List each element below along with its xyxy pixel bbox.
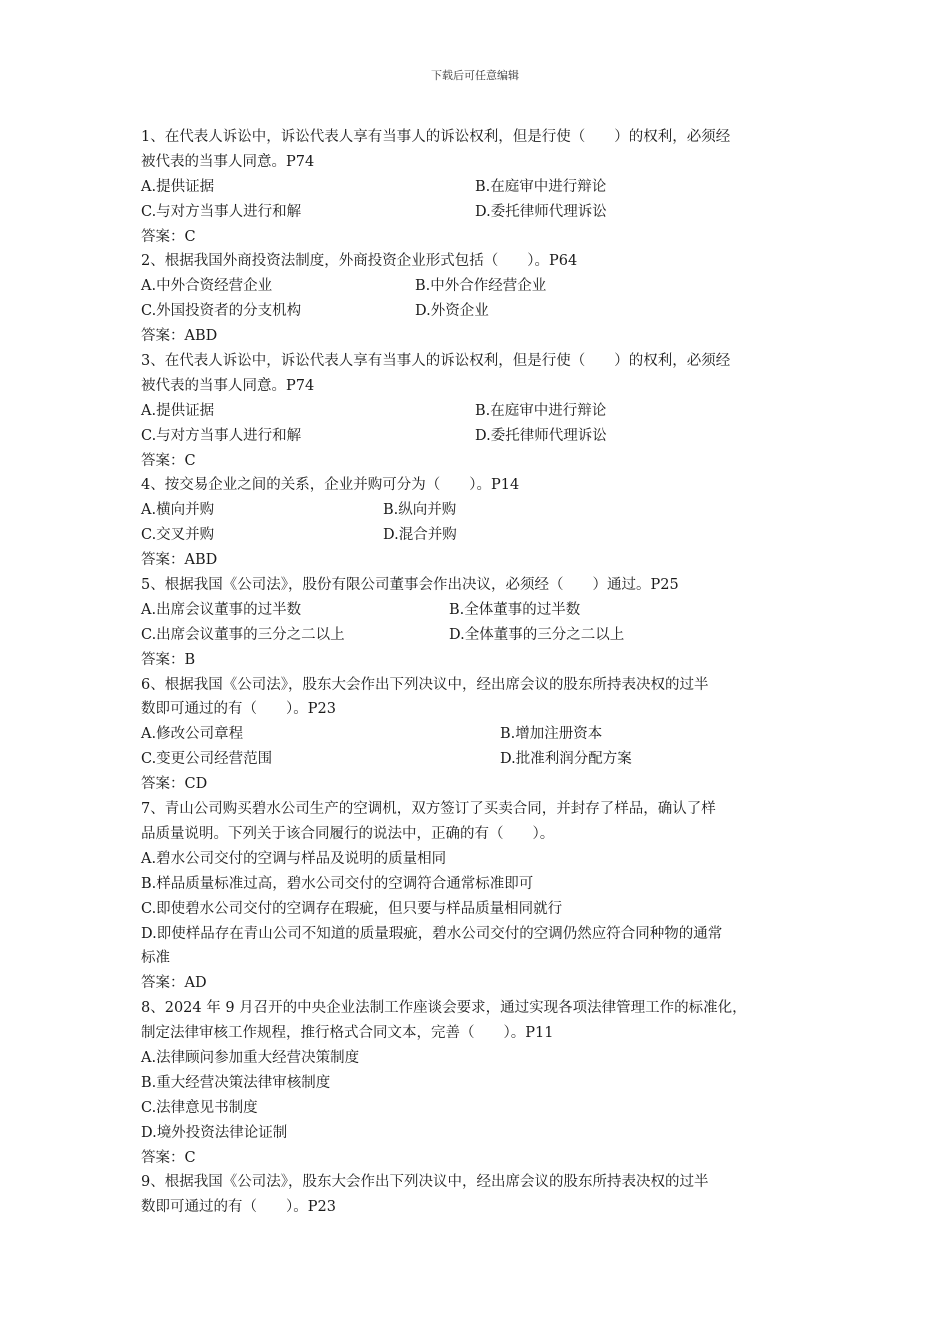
option-d: D.外资企业 bbox=[415, 303, 489, 320]
question-stem-line: 8、2024 年 9 月召开的中央企业法制工作座谈会要求，通过实现各项法律管理工作的标准化， bbox=[141, 1000, 747, 1017]
option-d: D.批准利润分配方案 bbox=[500, 751, 632, 768]
question-8 bbox=[141, 996, 821, 1170]
option-d: D.混合并购 bbox=[383, 527, 457, 544]
question-stem-line: 5、根据我国《公司法》，股份有限公司董事会作出决议，必须经（ ）通过。P25 bbox=[141, 577, 679, 594]
option-a: A.出席会议董事的过半数 bbox=[141, 601, 302, 618]
question-stem-line: 数即可通过的有（ ）。P23 bbox=[141, 701, 336, 718]
option-a: A.横向并购 bbox=[141, 502, 215, 519]
option-b: B.纵向并购 bbox=[383, 502, 457, 519]
answer: 答案：ABD bbox=[141, 552, 218, 569]
option-b: B.在庭审中进行辩论 bbox=[475, 402, 607, 419]
question-3 bbox=[141, 349, 821, 473]
option-c: C.法律意见书制度 bbox=[141, 1099, 258, 1116]
page-header: 下载后可任意编辑 bbox=[431, 69, 519, 82]
question-6 bbox=[141, 673, 821, 797]
option-a: A.修改公司章程 bbox=[141, 726, 244, 743]
option-b: B.全体董事的过半数 bbox=[449, 601, 581, 618]
option-c: C.与对方当事人进行和解 bbox=[141, 203, 302, 220]
question-5 bbox=[141, 573, 821, 673]
option-a: A.碧水公司交付的空调与样品及说明的质量相同 bbox=[141, 850, 447, 867]
option-d: D.境外投资法律论证制 bbox=[141, 1124, 288, 1141]
option-b: B.增加注册资本 bbox=[500, 726, 603, 743]
option-d: D.全体董事的三分之二以上 bbox=[449, 626, 625, 643]
answer: 答案：CD bbox=[141, 776, 208, 793]
question-stem-line: 数即可通过的有（ ）。P23 bbox=[141, 1199, 336, 1216]
answer: 答案：ABD bbox=[141, 328, 218, 345]
option-b: B.样品质量标准过高，碧水公司交付的空调符合通常标准即可 bbox=[141, 875, 534, 892]
answer: 答案：C bbox=[141, 228, 196, 245]
question-2 bbox=[141, 249, 821, 349]
option-d: D.委托律师代理诉讼 bbox=[475, 203, 607, 220]
question-stem-line: 制定法律审核工作规程，推行格式合同文本，完善（ ）。P11 bbox=[141, 1025, 554, 1042]
option-b: B.在庭审中进行辩论 bbox=[475, 178, 607, 195]
option-c: C.与对方当事人进行和解 bbox=[141, 427, 302, 444]
option-b: B.重大经营决策法律审核制度 bbox=[141, 1074, 331, 1091]
option-a: A.提供证据 bbox=[141, 178, 215, 195]
option-d: D.委托律师代理诉讼 bbox=[475, 427, 607, 444]
question-stem-line: 7、青山公司购买碧水公司生产的空调机，双方签订了买卖合同，并封存了样品，确认了样 bbox=[141, 801, 716, 818]
question-stem-line: 9、根据我国《公司法》，股东大会作出下列决议中，经出席会议的股东所持表决权的过半 bbox=[141, 1174, 709, 1191]
option-c: C.交叉并购 bbox=[141, 527, 215, 544]
answer: 答案：B bbox=[141, 651, 196, 668]
option-a: A.提供证据 bbox=[141, 402, 215, 419]
question-stem-line: 被代表的当事人同意。P74 bbox=[141, 153, 315, 170]
question-9 bbox=[141, 1170, 821, 1220]
question-stem-line: 2、根据我国外商投资法制度，外商投资企业形式包括（ ）。P64 bbox=[141, 253, 578, 270]
option-c: C.出席会议董事的三分之二以上 bbox=[141, 626, 345, 643]
answer: 答案：C bbox=[141, 452, 196, 469]
option-b: B.中外合作经营企业 bbox=[415, 278, 547, 295]
option-d: D.即使样品存在青山公司不知道的质量瑕疵，碧水公司交付的空调仍然应符合同种物的通常 bbox=[141, 925, 723, 942]
question-4 bbox=[141, 473, 821, 573]
answer: 答案：AD bbox=[141, 975, 207, 992]
option-c: C.变更公司经营范围 bbox=[141, 751, 273, 768]
question-stem-line: 6、根据我国《公司法》，股东大会作出下列决议中，经出席会议的股东所持表决权的过半 bbox=[141, 676, 709, 693]
question-1 bbox=[141, 125, 821, 249]
question-list bbox=[141, 125, 821, 1220]
answer: 答案：C bbox=[141, 1149, 196, 1166]
question-stem-line: 被代表的当事人同意。P74 bbox=[141, 377, 315, 394]
option-a: A.法律顾问参加重大经营决策制度 bbox=[141, 1049, 360, 1066]
option-a: A.中外合资经营企业 bbox=[141, 278, 273, 295]
question-stem-line: 4、按交易企业之间的关系，企业并购可分为（ ）。P14 bbox=[141, 477, 520, 494]
question-stem-line: 1、在代表人诉讼中，诉讼代表人享有当事人的诉讼权利，但是行使（ ）的权利，必须经 bbox=[141, 129, 731, 145]
question-stem-line: 品质量说明。下列关于该合同履行的说法中，正确的有（ ）。 bbox=[141, 825, 555, 842]
option-c: C.外国投资者的分支机构 bbox=[141, 303, 302, 320]
question-7 bbox=[141, 797, 821, 996]
option-c: C.即使碧水公司交付的空调存在瑕疵，但只要与样品质量相同就行 bbox=[141, 900, 563, 917]
question-stem-line: 3、在代表人诉讼中，诉讼代表人享有当事人的诉讼权利，但是行使（ ）的权利，必须经 bbox=[141, 353, 731, 370]
option-d-continued: 标准 bbox=[141, 950, 170, 967]
